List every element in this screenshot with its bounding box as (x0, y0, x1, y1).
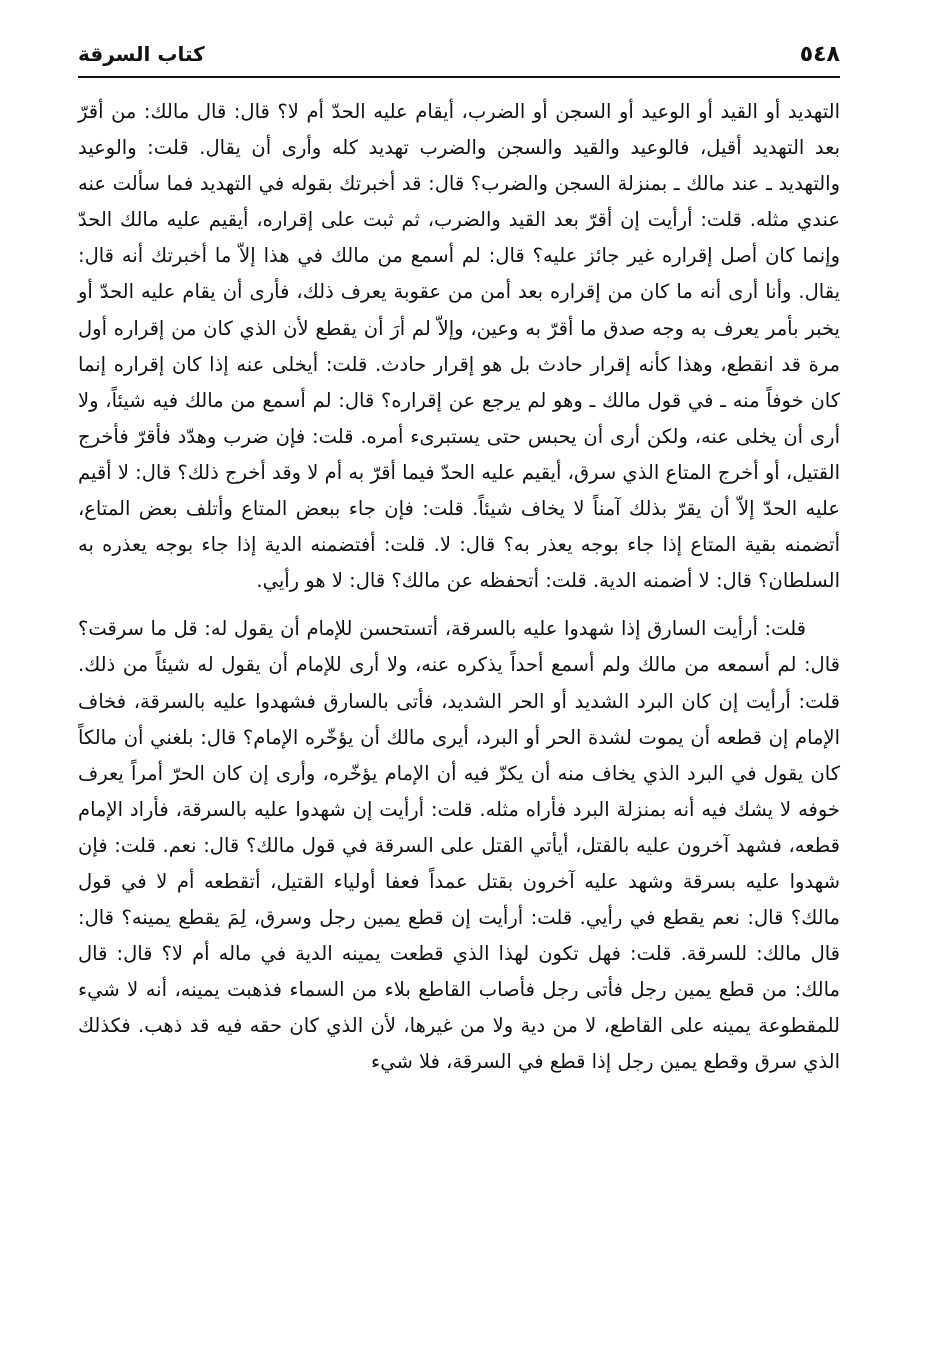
body-text (78, 94, 840, 1081)
page-header (78, 38, 840, 78)
page-number: ٥٤٨ (799, 42, 840, 67)
paragraph: قلت: أرأيت السارق إذا شهدوا عليه بالسرقة، أتستحسن للإمام أن يقول له: قل ما سرقت؟ قال: لم أسمعه من مالك ولم أسمع أحداً يذكره عنه، ولا أرى للإمام أن يقول له شيئاً من ذلك. قلت: أرأيت إن كان البرد الشديد أو الحر الشديد، فأتى بالسارق فشهدوا عليه بالسرقة، فخاف الإمام إن قطعه أن يموت لشدة الحر أو البرد، أيرى مالك أن يؤخّره الإمام؟ قال: بلغني أن مالكاً كان يقول في البرد الذي يخاف منه أن يكزّ فيه أن الإمام يؤخّره، وأرى إن كان الحرّ أمراً يعرف خوفه لا يشك فيه أنه بمنزلة البرد فأراه مثله. قلت: أرأيت إن شهدوا عليه بالسرقة، فأراد الإمام قطعه، فشهد آخرون عليه بالقتل، أيأتي القتل على السرقة في قول مالك؟ قال: نعم. قلت: فإن شهدوا عليه بسرقة وشهد عليه آخرون بقتل عمداً فعفا أولياء القتيل، أتقطعه أم لا في قول مالك؟ قال: نعم يقطع في رأيي. قلت: أرأيت إن قطع يمين رجل وسرق، لِمَ يقطع يمينه؟ قال: قال مالك: للسرقة. قلت: فهل تكون لهذا الذي قطعت يمينه الدية في ماله أم لا؟ قال: قال مالك: من قطع يمين رجل فأتى رجل فأصاب القاطع بلاء من السماء فذهبت يمينه، أنه لا شيء للمقطوعة يمينه على القاطع، لا من دية ولا من غيرها، لأن الذي كان حقه فيه قد ذهب. فكذلك الذي سرق وقطع يمين رجل إذا قطع في السرقة، فلا شيء (78, 617, 840, 1074)
book-title: كتاب السرقة (78, 42, 205, 66)
paragraph: التهديد أو القيد أو الوعيد أو السجن أو الضرب، أيقام عليه الحدّ أم لا؟ قال: قال مالك: من أقرّ بعد التهديد أقيل، فالوعيد والقيد والسجن والضرب تهديد كله وأرى أن يقال. قلت: والوعيد والتهديد ـ عند مالك ـ بمنزلة السجن والضرب؟ قال: قد أخبرتك بقوله في التهديد فما سألت عنه عندي مثله. قلت: أرأيت إن أقرّ بعد القيد والضرب، ثم ثبت على إقراره، أيقيم عليه مالك الحدّ وإنما كان أصل إقراره غير جائز عليه؟ قال: لم أسمع من مالك في هذا إلاّ ما أخبرتك أنه قال: يقال. وأنا أرى أنه ما كان من إقراره بعد أمن من عقوبة يعرف ذلك، فأرى أن يقام عليه الحدّ أو يخبر بأمر يعرف به وجه صدق ما أقرّ به وعين، وإلاّ لم أرَ أن يقطع لأن الذي كان من إقراره أول مرة قد انقطع، وهذا كأنه إقرار حادث بل هو إقرار حادث. قلت: أيخلى عنه إذا كان إقراره إنما كان خوفاً منه ـ في قول مالك ـ وهو لم يرجع عن إقراره؟ قال: لم أسمع من مالك فيه شيئاً، ولا أرى أن يخلى عنه، ولكن أرى أن يحبس حتى يستبرىء أمره. قلت: فإن ضرب وهدّد فأقرّ فأخرج القتيل، أو أخرج المتاع الذي سرق، أيقيم عليه الحدّ فيما أقرّ به أم لا وقد أخرج ذلك؟ قال: لا أقيم عليه الحدّ إلاّ أن يقرّ بذلك آمناً لا يخاف شيئاً. قلت: فإن جاء ببعض المتاع وأتلف بعض المتاع، أتضمنه بقية المتاع إذا جاء بوجه يعذر به؟ قال: لا. قلت: أفتضمنه الدية إذا جاء بوجه يعذره به السلطان؟ قال: لا أضمنه الدية. قلت: أتحفظه عن مالك؟ قال: لا هو رأيي. (78, 100, 840, 593)
header-divider (78, 76, 840, 78)
